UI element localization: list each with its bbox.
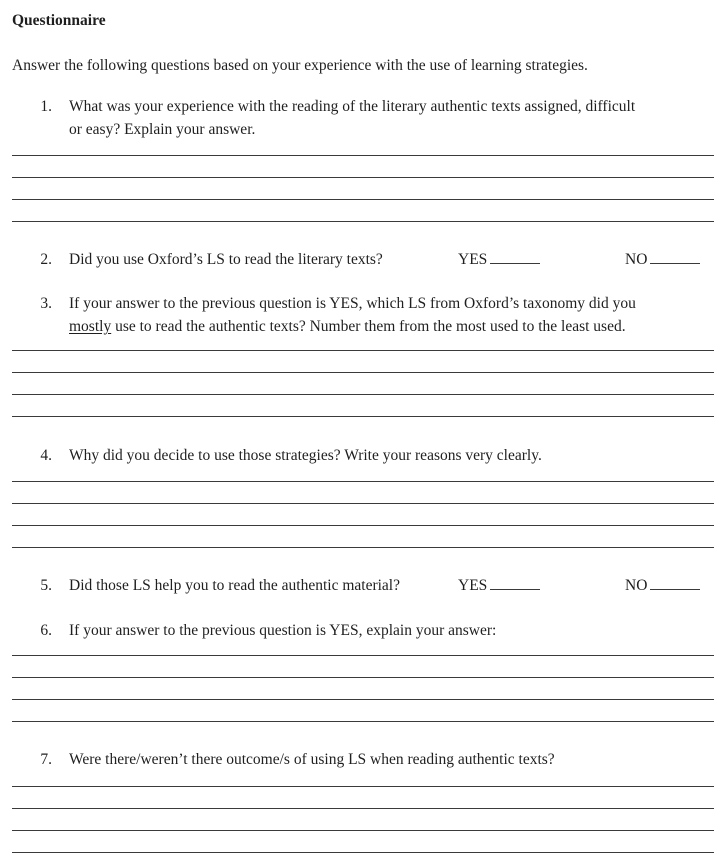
answer-line-7c[interactable] [12,830,714,831]
question-text-rest: use to read the authentic texts? Number them from the most used to the least used. [111,318,626,335]
answer-line-7d[interactable] [12,852,714,853]
intro-text: Answer the following questions based on your experience with the use of learning strategies. [12,57,588,74]
question-number: 2. [40,251,52,268]
question-text-continued [69,315,626,338]
yes-option[interactable] [458,574,540,597]
yes-option[interactable] [458,248,540,271]
yes-blank[interactable] [490,249,540,264]
question-text: Why did you decide to use those strategies? Write your reasons very clearly. [69,447,542,464]
answer-line-4c[interactable] [12,525,714,526]
answer-line-6a[interactable] [12,655,714,656]
no-option[interactable] [625,574,700,597]
no-option[interactable] [625,248,700,271]
no-blank[interactable] [650,575,700,590]
question-number: 6. [40,622,52,639]
yes-blank[interactable] [490,575,540,590]
question-text: Were there/weren’t there outcome/s of using LS when reading authentic texts? [69,751,555,768]
no-label: NO [625,577,648,594]
answer-line-6b[interactable] [12,677,714,678]
answer-line-6c[interactable] [12,699,714,700]
answer-line-3d[interactable] [12,416,714,417]
page-title: Questionnaire [12,12,106,29]
answer-line-1d[interactable] [12,221,714,222]
question-text: Did you use Oxford’s LS to read the literary texts? [69,251,383,268]
no-label: NO [625,251,648,268]
answer-line-4b[interactable] [12,503,714,504]
no-blank[interactable] [650,249,700,264]
answer-line-6d[interactable] [12,721,714,722]
question-number: 1. [40,98,52,115]
emphasis-mostly: mostly [69,318,112,335]
question-number: 7. [40,751,52,768]
question-number: 3. [40,295,52,312]
question-text: Did those LS help you to read the authentic material? [69,577,400,594]
answer-line-7b[interactable] [12,808,714,809]
answer-line-7a[interactable] [12,786,714,787]
answer-line-4a[interactable] [12,481,714,482]
answer-line-4d[interactable] [12,547,714,548]
answer-line-1b[interactable] [12,177,714,178]
question-text-continued: or easy? Explain your answer. [69,121,256,138]
answer-line-1a[interactable] [12,155,714,156]
question-text: If your answer to the previous question is YES, which LS from Oxford’s taxonomy did you [69,295,636,312]
question-text: What was your experience with the reading of the literary authentic texts assigned, difficult [69,98,636,115]
answer-line-1c[interactable] [12,199,714,200]
yes-label: YES [458,251,488,268]
question-text: If your answer to the previous question is YES, explain your answer: [69,622,497,639]
answer-line-3c[interactable] [12,394,714,395]
yes-label: YES [458,577,488,594]
question-number: 5. [40,577,52,594]
question-number: 4. [40,447,52,464]
answer-line-3a[interactable] [12,350,714,351]
answer-line-3b[interactable] [12,372,714,373]
